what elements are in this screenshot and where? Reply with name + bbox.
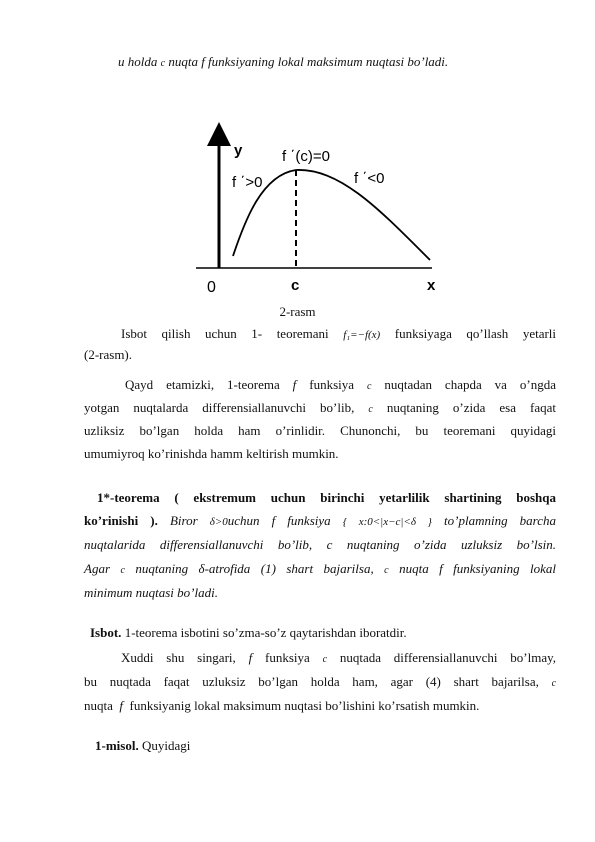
theorem-line-3: nuqtalarida differensiallanuvchi bo’lib, c nuqtaning o’zida uzluksiz bo’lsin. [84, 537, 556, 552]
theorem-line-2: ko’rinishi ). Biror δ>0uchun f funksiya { x:0<|x−c|<δ } to’plamning barcha [84, 513, 557, 528]
origin-label: 0 [207, 279, 216, 296]
note-line-2: yotgan nuqtalarda differensiallanuvchi bo’lib, c nuqtaning o’zida esa faqat [84, 400, 557, 415]
x-label: x [427, 277, 436, 294]
var-c: c [160, 58, 166, 69]
proof-line-2: (2-rasm). [84, 347, 133, 362]
theorem-head: 1*-teorema ( ekstremum uchun birinchi yetarlilik shartining boshqa [97, 490, 556, 505]
proof-line-1: Isbot qilish uchun 1- teoremani f₁=−f(x) funksiyaga qo’llash yetarli [121, 326, 557, 341]
note-line-3: uzliksiz bo’lgan holda ham o’rinlidir. Chunonchi, bu teoremani quyidagi [84, 423, 556, 438]
top-line-pre: u holda [118, 54, 161, 69]
deriv-neg-label: f ΄<0 [354, 170, 385, 187]
y-label: y [234, 142, 243, 159]
theorem-line-5: minimum nuqtasi bo’ladi. [84, 585, 218, 600]
likewise-line-1: Xuddi shu singari, f funksiya c nuqtada differensiallanuvchi bo’lmay, [121, 650, 557, 665]
likewise-line-3: nuqta f funksiyanig lokal maksimum nuqtasi bo’lishini ko’rsatish mumkin. [84, 698, 480, 713]
function-curve [233, 170, 430, 260]
deriv-zero-label: f ΄(c)=0 [282, 148, 330, 165]
c-label: c [291, 277, 300, 294]
figure-2 [0, 0, 595, 300]
theorem-line-4: Agar c nuqtaning δ-atrofida (1) shart bajarilsa, c nuqta f funksiyaning lokal [84, 561, 557, 576]
proof2-line: Isbot. 1-teorema isbotini so’zma-so’z qaytarishdan iboratdir. [90, 625, 407, 640]
example-line: 1-misol. Quyidagi [95, 738, 191, 753]
deriv-pos-label: f ΄>0 [232, 174, 263, 191]
formula-f1: f₁=−f(x) [343, 329, 381, 341]
top-line-post: nuqta f funksiyaning lokal maksimum nuqtasi bo’ladi. [165, 54, 449, 69]
likewise-line-2: bu nuqtada faqat uzluksiz bo’lgan holda ham, agar (4) shart bajarilsa, c [84, 674, 557, 689]
note-line-1: Qayd etamizki, 1-teorema f funksiya c nuqtadan chapda va o’ngda [125, 377, 556, 392]
note-line-4: umumiyroq ko’rinishda hamm keltirish mumkin. [84, 446, 339, 461]
figure-caption: 2-rasm [279, 304, 316, 319]
